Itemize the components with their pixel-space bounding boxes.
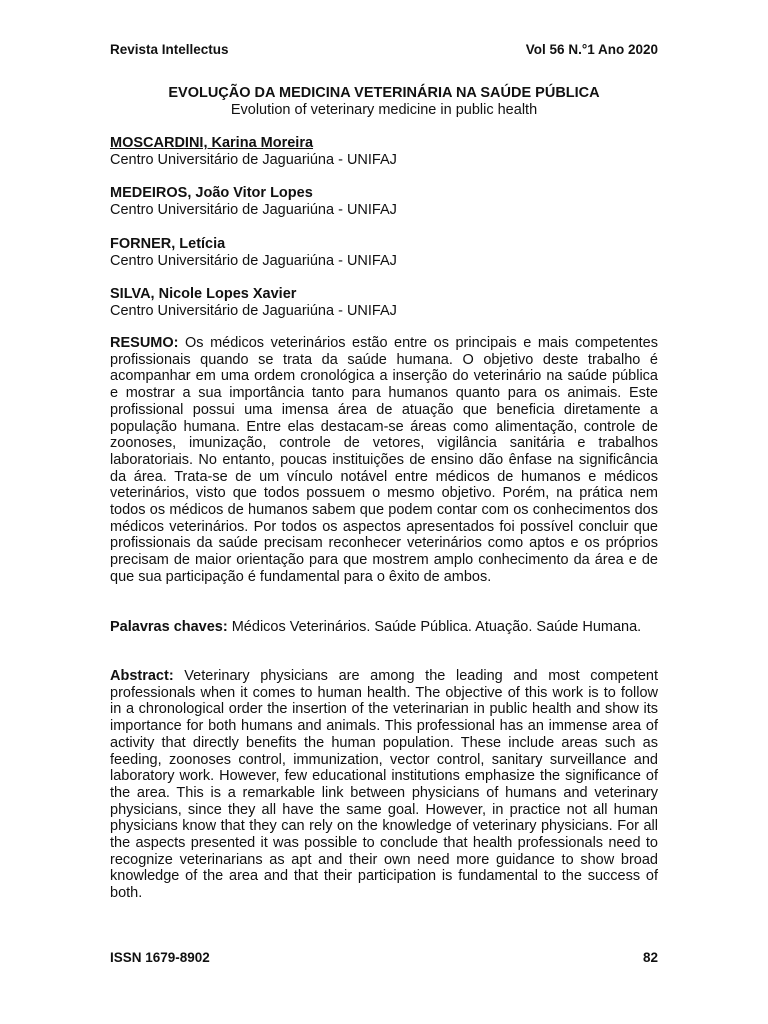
journal-name: Revista Intellectus xyxy=(110,42,229,57)
resumo-paragraph xyxy=(110,335,658,586)
article-title: EVOLUÇÃO DA MEDICINA VETERINÁRIA NA SAÚDE PÚBLICA xyxy=(168,85,600,101)
abstract-paragraph xyxy=(110,668,658,902)
author-block xyxy=(110,286,658,320)
keywords-paragraph xyxy=(110,618,658,637)
resumo-label: RESUMO: xyxy=(110,335,179,351)
running-header xyxy=(110,42,658,57)
keywords-label: Palavras chaves: xyxy=(110,619,228,635)
author-affiliation: Centro Universitário de Jaguariúna - UNIFAJ xyxy=(110,303,397,319)
title-block xyxy=(110,84,658,119)
document-page xyxy=(110,0,658,1024)
author-name: SILVA, Nicole Lopes Xavier xyxy=(110,286,297,302)
author-name: FORNER, Letícia xyxy=(110,236,226,252)
running-footer xyxy=(110,950,658,965)
author-block xyxy=(110,236,658,270)
issn: ISSN 1679-8902 xyxy=(110,950,210,965)
page-number: 82 xyxy=(642,950,658,965)
author-block xyxy=(110,135,658,169)
issue-info: Vol 56 N.°1 Ano 2020 xyxy=(525,42,658,57)
author-name: MOSCARDINI, Karina Moreira xyxy=(110,135,314,151)
keywords-text: Médicos Veterinários. Saúde Pública. Atuação. Saúde Humana. xyxy=(227,619,642,635)
author-affiliation: Centro Universitário de Jaguariúna - UNIFAJ xyxy=(110,202,397,218)
author-block xyxy=(110,185,658,219)
author-name: MEDEIROS, João Vitor Lopes xyxy=(110,185,313,201)
author-affiliation: Centro Universitário de Jaguariúna - UNIFAJ xyxy=(110,253,397,269)
resumo-text: Os médicos veterinários estão entre os principais e mais competentes profissionais quando se trata da saúde humana. O objetivo deste trabalho é acompanhar em uma ordem cronológica a inserção do veterinário na saúde pública e mostrar a sua importância tanto para humanos quanto para os animais. Este profissional possui uma imensa área de atuação que beneficia diretamente a população humana. Entre elas destacam-se áreas como alimentação, controle de zoonoses, imunização, controle de vetores, vigilância sanitária e trabalhos laboratoriais. No entanto, poucas instituições de ensino dão ênfase na significância da área. Trata-se de um vínculo notável entre médicos de humanos e médicos veterinários, visto que todos possuem o mesmo objetivo. Porém, na prática nem todos os médicos de humanos sabem que podem contar com os conhecimentos dos médicos veterinários. Por todos os aspectos apresentados foi possível concluir que profissionais da saúde precisam reconhecer veterinários como aptos e os próprios precisam de maior orientação para que mostrem amplo conhecimento da área e de que sua participação é fundamental para o êxito de ambos. xyxy=(110,335,658,585)
abstract-label: Abstract: xyxy=(110,668,174,684)
article-title-english: Evolution of veterinary medicine in public health xyxy=(230,102,538,118)
author-affiliation: Centro Universitário de Jaguariúna - UNIFAJ xyxy=(110,152,397,168)
abstract-text: Veterinary physicians are among the leading and most competent professionals when it comes to human health. The objective of this work is to follow in a chronological order the insertion of the veterinarian in public health and show its importance for both humans and animals. This professional has an immense area of activity that directly benefits the human population. These include areas such as feeding, zoonoses control, immunization, vector control, sanitary surveillance and laboratory work. However, few educational institutions emphasize the significance of the area. This is a remarkable link between physicians of humans and veterinary physicians, since they all have the same goal. However, in practice not all human physicians know that they can rely on the knowledge of veterinary physicians. For all the aspects presented it was possible to conclude that health professionals need to recognize veterinarians as apt and their own need more guidance to show broad knowledge of the area and that their participation is fundamental to the success of both. xyxy=(110,668,658,902)
